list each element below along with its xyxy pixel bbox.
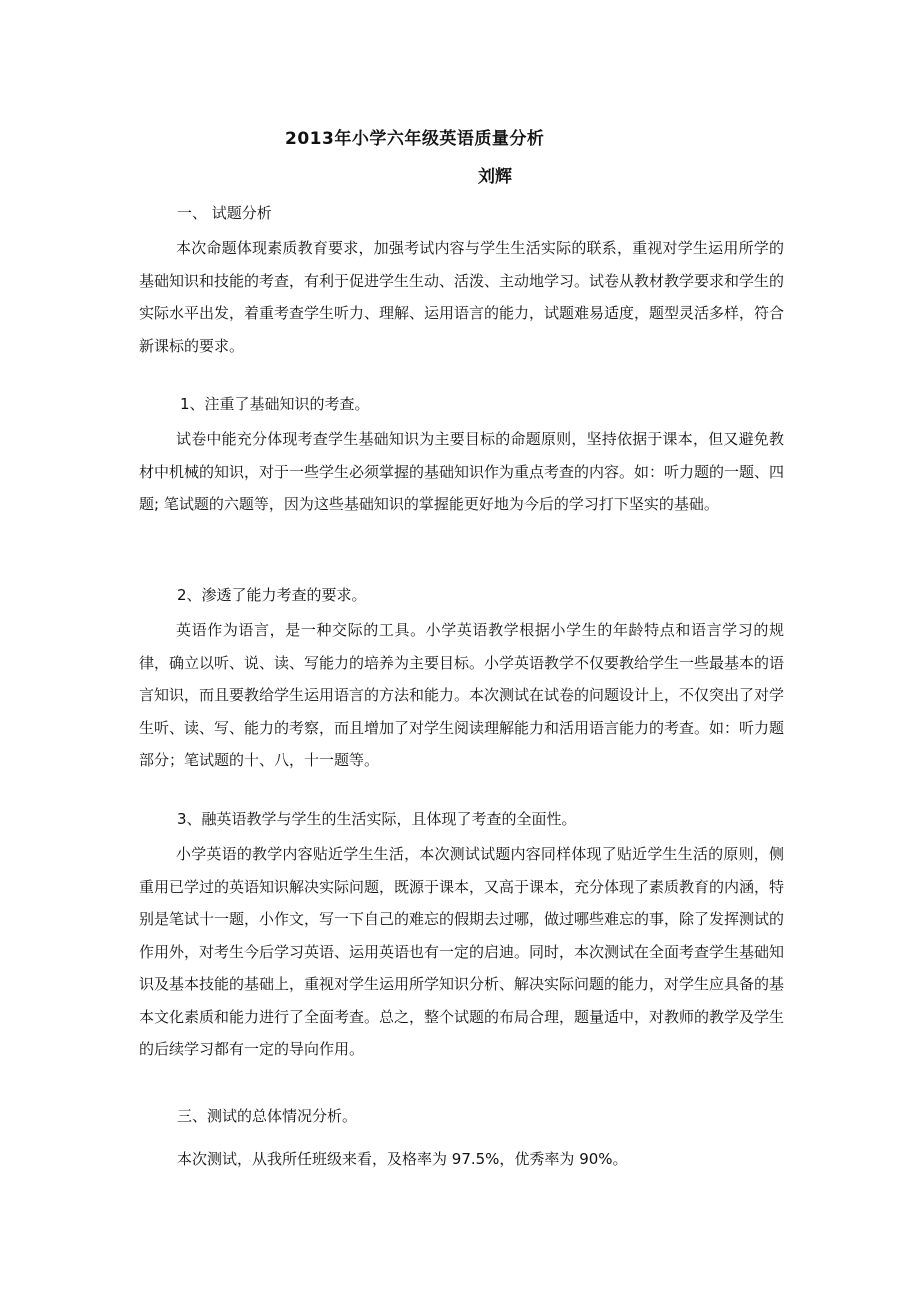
document-title: 2013年小学六年级英语质量分析 — [285, 129, 545, 149]
point2-paragraph: 英语作为语言，是一种交际的工具。小学英语教学根据小学生的年龄特点和语言学习的规律，确立以听、说、读、写能力的培养为主要目标。小学英语教学不仅要教给学生一些最基本的语言知识，而且要教给学生运用语言的方法和能力。本次测试在试卷的问题设计上，不仅突出了对学生听、读、写、能力的考察，而且增加了对学生阅读理解能力和活用语言能力的考查。如：听力题部分；笔试题的十、八，十一题等。 — [139, 621, 785, 769]
intro-paragraph: 本次命题体现素质教育要求，加强考试内容与学生生活实际的联系，重视对学生运用所学的基础知识和技能的考查，有利于促进学生生动、活泼、主动地学习。试卷从教材教学要求和学生的实际水平出发，着重考查学生听力、理解、运用语言的能力，试题难易适度，题型灵活多样，符合新课标的要求。 — [139, 239, 785, 355]
point1-heading: 1、注重了基础知识的考查。 — [180, 395, 370, 413]
point1-paragraph: 试卷中能充分体现考查学生基础知识为主要目标的命题原则，坚持依据于课本，但又避免教材中机械的知识，对于一些学生必须掌握的基础知识作为重点考查的内容。如：听力题的一题、四题; 笔试题的六题等，因为这些基础知识的掌握能更好地为今后的学习打下坚实的基础。 — [139, 430, 785, 513]
section3-heading: 三、测试的总体情况分析。 — [177, 1107, 358, 1125]
section3-paragraph: 本次测试，从我所任班级来看，及格率为 97.5%，优秀率为 90%。 — [177, 1150, 628, 1168]
point3-paragraph: 小学英语的教学内容贴近学生生活，本次测试试题内容同样体现了贴近学生生活的原则，侧重用已学过的英语知识解决实际问题，既源于课本，又高于课本，充分体现了素质教育的内涵，特别是笔试十一题，小作文，写一下自己的难忘的假期去过哪，做过哪些难忘的事，除了发挥测试的作用外，对考生今后学习英语、运用英语也有一定的启迪。同时，本次测试在全面考查学生基础知识及基本技能的基础上，重视对学生运用所学知识分析、解决实际问题的能力，对学生应具备的基本文化素质和能力进行了全面考查。总之，整个试题的布局合理，题量适中，对教师的教学及学生的后续学习都有一定的导向作用。 — [139, 845, 785, 1058]
point3-heading: 3、融英语教学与学生的生活实际，且体现了考查的全面性。 — [177, 810, 577, 828]
point2-heading: 2、渗透了能力考查的要求。 — [177, 586, 367, 604]
section1-heading: 一、 试题分析 — [177, 204, 272, 222]
document-author: 刘辉 — [478, 167, 512, 187]
